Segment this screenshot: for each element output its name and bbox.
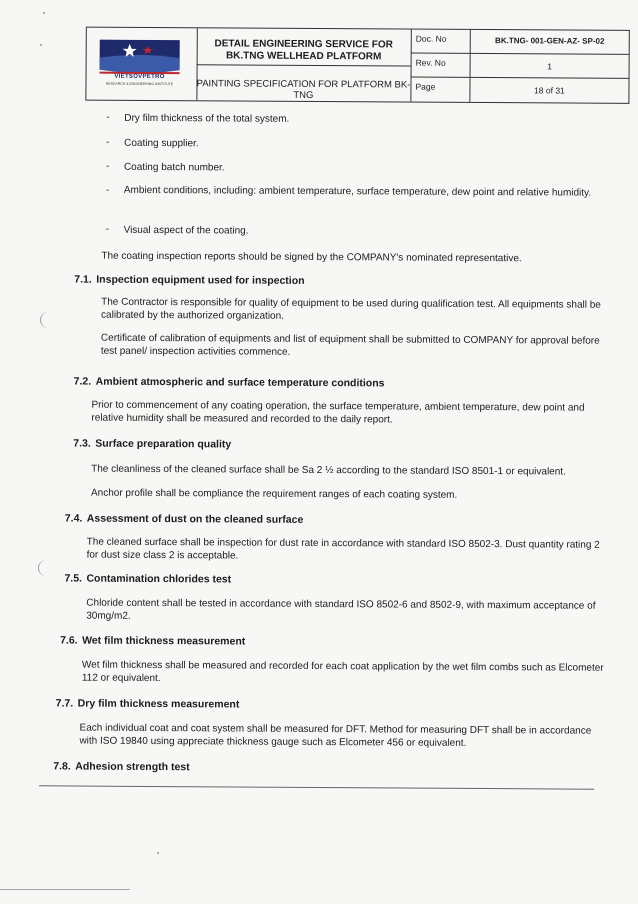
section-heading-7-6 xyxy=(60,634,245,647)
section-title: Dry film thickness measurement xyxy=(77,697,240,711)
document-header-table xyxy=(85,27,629,104)
section-heading-7-2 xyxy=(74,376,385,390)
bullet-marker: - xyxy=(105,160,110,172)
section-paragraph: The cleaned surface shall be inspection for dust rate in accordance with standard ISO 8502-3. Dust quantity rating 2 for dust size class 2 is acceptable. xyxy=(86,536,600,562)
page-label: Page xyxy=(410,78,470,102)
section-heading-7-7 xyxy=(56,697,240,710)
section-heading-7-4 xyxy=(65,512,304,525)
title-cell xyxy=(196,28,411,101)
section-paragraph: The cleanliness of the cleaned surface shall be Sa 2 ½ according to the standard ISO 8501-1 or equivalent. xyxy=(91,463,566,478)
intro-paragraph: The coating inspection reports should be signed by the COMPANY's nominated representative. xyxy=(101,250,522,265)
company-logo xyxy=(95,36,183,89)
section-title: Wet film thickness measurement xyxy=(82,634,246,648)
section-number: 7.3. xyxy=(73,437,91,450)
section-number: 7.8. xyxy=(53,760,71,773)
section-number: 7.6. xyxy=(60,634,78,647)
section-number: 7.2. xyxy=(73,375,92,388)
section-number: 7.4. xyxy=(64,512,83,525)
list-item: Dry film thickness of the total system. xyxy=(124,112,290,125)
footer-rule xyxy=(39,785,594,789)
section-paragraph: Wet film thickness shall be measured and recorded for each coat application by the wet film combs such as Elcometer 112 or equivalent. xyxy=(81,659,604,684)
logo-wordmark: VIETSOVPETRO xyxy=(114,73,165,81)
scan-speck xyxy=(157,852,159,854)
section-heading-7-1 xyxy=(74,274,304,287)
list-item: Coating supplier. xyxy=(124,137,199,150)
section-number: 7.7. xyxy=(55,697,74,710)
section-title: Surface preparation quality xyxy=(95,437,232,451)
punch-hole-mark xyxy=(40,312,51,328)
doc-no-value: BK.TNG- 001-GEN-AZ- SP-02 xyxy=(471,30,629,55)
rev-no-value: 1 xyxy=(471,54,629,79)
binder-edge xyxy=(0,889,130,890)
section-title: Assessment of dust on the cleaned surface xyxy=(86,512,304,526)
section-paragraph: Anchor profile shall be compliance the requirement ranges of each coating system. xyxy=(90,487,458,501)
document-title: DETAIL ENGINEERING SERVICE FOR BK.TNG WELLHEAD PLATFORM xyxy=(214,38,393,63)
section-number: 7.5. xyxy=(64,572,83,585)
section-heading-7-5 xyxy=(64,572,231,585)
punch-hole-mark xyxy=(38,560,49,576)
document-subtitle: PAINTING SPECIFICATION FOR PLATFORM BK-TNG xyxy=(196,78,411,101)
section-paragraph: Certificate of calibration of equipments and list of equipment shall be submitted to COMPANY for approval before test panel/ inspection activities commence. xyxy=(100,332,600,358)
section-title: Inspection equipment used for inspection xyxy=(96,273,305,287)
section-heading-7-3 xyxy=(73,438,231,451)
bullet-marker: - xyxy=(105,184,110,196)
list-item: Coating batch number. xyxy=(123,161,225,174)
logo-cell xyxy=(86,28,197,101)
bullet-marker: - xyxy=(106,136,110,148)
section-paragraph: The Contractor is responsible for quality of equipment to be used during qualification test. All equipments shall be calibrated by the authorized organization. xyxy=(101,296,601,322)
page-number-value: 18 of 31 xyxy=(534,85,565,96)
doc-no-label: Doc. No xyxy=(411,30,471,54)
section-heading-7-8 xyxy=(53,760,189,773)
scan-speck xyxy=(43,12,45,14)
section-title: Ambient atmospheric and surface temperature conditions xyxy=(95,375,385,390)
list-item: Visual aspect of the coating. xyxy=(123,224,249,237)
section-paragraph: Prior to commencement of any coating operation, the surface temperature, ambient temperature, dew point and relative humidity shall be measured and recorded to the daily report. xyxy=(91,399,585,425)
scan-speck xyxy=(40,44,42,46)
title-divider xyxy=(197,64,411,66)
section-paragraph: Each individual coat and coat system shall be measured for DFT. Method for measuring DFT shall be in accordance with ISO 19840 using appreciate thickness gauge such as Elcometer 456 or equivalent. xyxy=(79,722,592,749)
logo-tagline: RESEARCH & ENGINEERING INSTITUTE xyxy=(105,81,174,87)
bullet-marker: - xyxy=(105,223,109,235)
section-title: Contamination chlorides test xyxy=(86,572,232,586)
list-item: Ambient conditions, including: ambient temperature, surface temperature, dew point and relative humidity. xyxy=(123,184,592,199)
section-title: Adhesion strength test xyxy=(75,760,190,774)
bullet-marker: - xyxy=(106,111,110,123)
section-paragraph: Chloride content shall be tested in accordance with standard ISO 8502-6 and 8502-9, with maximum acceptance of 30mg/m2. xyxy=(86,597,596,622)
section-number: 7.1. xyxy=(74,273,92,286)
rev-no-label: Rev. No xyxy=(411,54,471,78)
